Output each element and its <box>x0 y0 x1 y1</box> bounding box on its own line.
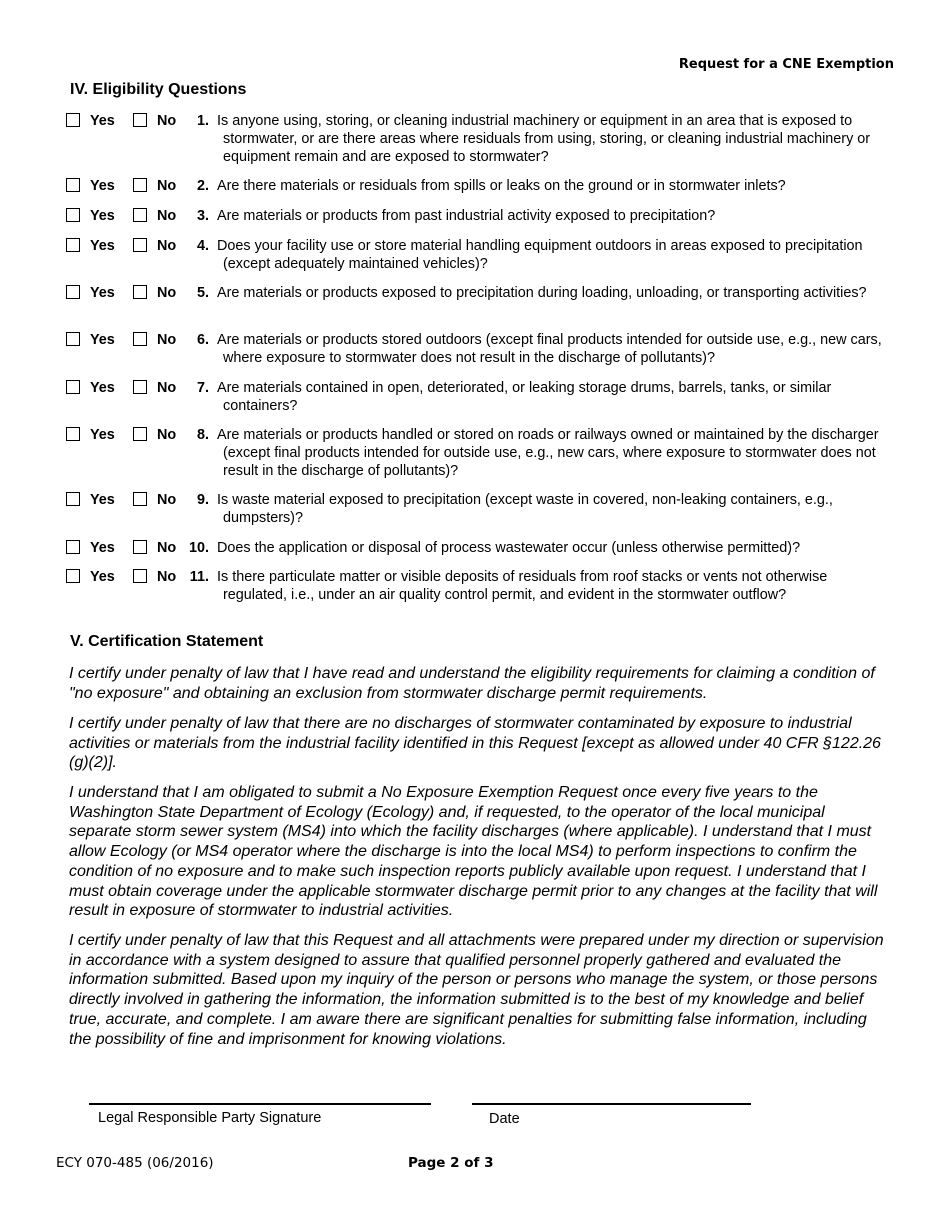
question-number: 10. <box>188 540 209 556</box>
yes-checkbox[interactable] <box>66 332 80 346</box>
yes-label: Yes <box>90 540 115 556</box>
page-number: Page 2 of 3 <box>408 1155 494 1171</box>
yes-checkbox[interactable] <box>66 208 80 222</box>
signature-label: Legal Responsible Party Signature <box>98 1110 322 1126</box>
question-number: 3. <box>196 208 209 224</box>
yes-label: Yes <box>90 332 115 348</box>
yes-checkbox[interactable] <box>66 238 80 252</box>
yes-checkbox[interactable] <box>66 178 80 192</box>
yes-label: Yes <box>90 285 115 301</box>
question-number: 9. <box>196 492 209 508</box>
no-checkbox[interactable] <box>133 332 147 346</box>
question-number: 1. <box>196 113 209 129</box>
no-label: No <box>157 113 177 129</box>
question-text: Are materials or products stored outdoors (except final products intended for outside use, e.g., new cars, where exposure to stormwater does not result in the discharge of pollutants)? <box>217 332 882 366</box>
no-label: No <box>157 332 177 348</box>
yes-label: Yes <box>90 113 115 129</box>
yes-label: Yes <box>90 238 115 254</box>
certification-paragraph: I certify under penalty of law that this Request and all attachments were prepared under my direction or supervision in accordance with a system designed to assure that qualified personnel properly gathered and evaluated the information submitted. Based upon my inquiry of the person or persons who manage the system, or those persons directly involved in gathering the information, the information submitted is to the best of my knowledge and belief true, accurate, and complete. I am aware there are significant penalties for submitting false information, including the possibility of fine and imprisonment for knowing violations. <box>69 932 884 1048</box>
question-text: Are materials contained in open, deteriorated, or leaking storage drums, barrels, tanks, or similar containers? <box>217 380 832 414</box>
question-text: Does the application or disposal of process wastewater occur (unless otherwise permitted)? <box>217 540 801 556</box>
section-4-title: IV. Eligibility Questions <box>70 81 247 98</box>
yes-label: Yes <box>90 208 115 224</box>
no-checkbox[interactable] <box>133 238 147 252</box>
certification-paragraph: I understand that I am obligated to submit a No Exposure Exemption Request once every five years to the Washington State Department of Ecology (Ecology) and, if requested, to the operator of the local municipal separate storm sewer system (MS4) into which the facility discharges (where applicable). I understand that I must allow Ecology (or MS4 operator where the discharge is into the local MS4) to perform inspections to confirm the condition of no exposure and to make such inspection reports publicly available upon request. I understand that I must obtain coverage under the applicable stormwater discharge permit prior to any changes at the facility that will result in exposure of stormwater to industrial activities. <box>69 784 878 920</box>
yes-label: Yes <box>90 380 115 396</box>
question-text: Are materials or products from past industrial activity exposed to precipitation? <box>217 208 716 224</box>
question-number: 5. <box>196 285 209 301</box>
signature-line[interactable] <box>89 1103 431 1105</box>
no-label: No <box>157 380 177 396</box>
no-label: No <box>157 178 177 194</box>
question-text: Is there particulate matter or visible deposits of residuals from roof stacks or vents not otherwise regulated, i.e., under an air quality control permit, and evident in the stormwater outflow? <box>217 569 828 603</box>
question-text: Are materials or products exposed to precipitation during loading, unloading, or transporting activities? <box>217 285 867 301</box>
yes-checkbox[interactable] <box>66 540 80 554</box>
yes-checkbox[interactable] <box>66 380 80 394</box>
question-text: Does your facility use or store material handling equipment outdoors in areas exposed to precipitation (except adequately maintained vehicles)? <box>217 238 863 272</box>
question-number: 6. <box>196 332 209 348</box>
no-label: No <box>157 569 177 585</box>
no-label: No <box>157 285 177 301</box>
no-checkbox[interactable] <box>133 427 147 441</box>
yes-label: Yes <box>90 569 115 585</box>
question-number: 4. <box>196 238 209 254</box>
no-checkbox[interactable] <box>133 492 147 506</box>
no-label: No <box>157 540 177 556</box>
form-id: ECY 070-485 (06/2016) <box>56 1155 214 1171</box>
document-header-title: Request for a CNE Exemption <box>678 57 894 72</box>
no-label: No <box>157 427 177 443</box>
no-checkbox[interactable] <box>133 178 147 192</box>
question-number: 2. <box>196 178 209 194</box>
question-number: 8. <box>196 427 209 443</box>
question-text: Is anyone using, storing, or cleaning industrial machinery or equipment in an area that is exposed to stormwater, or are there areas where residuals from using, storing, or cleaning industrial machinery or equipment remain and are exposed to stormwater? <box>217 113 871 165</box>
yes-label: Yes <box>90 427 115 443</box>
yes-checkbox[interactable] <box>66 427 80 441</box>
no-checkbox[interactable] <box>133 540 147 554</box>
date-label: Date <box>489 1111 520 1127</box>
yes-label: Yes <box>90 178 115 194</box>
no-checkbox[interactable] <box>133 113 147 127</box>
certification-paragraph: I certify under penalty of law that I have read and understand the eligibility requirements for claiming a condition of "no exposure" and obtaining an exclusion from stormwater discharge permit requirements. <box>69 665 875 702</box>
no-checkbox[interactable] <box>133 569 147 583</box>
question-text: Are materials or products handled or stored on roads or railways owned or maintained by the discharger (except final products intended for outside use, e.g., new cars, where exposure to stormwater does not result in the discharge of pollutants)? <box>217 427 879 479</box>
certification-paragraph: I certify under penalty of law that there are no discharges of stormwater contaminated by exposure to industrial activities or materials from the industrial facility identified in this Request [except as allowed under 40 CFR §122.26 (g)(2)]. <box>69 715 881 772</box>
date-line[interactable] <box>472 1103 751 1105</box>
no-label: No <box>157 238 177 254</box>
no-checkbox[interactable] <box>133 208 147 222</box>
section-5-title: V. Certification Statement <box>70 633 264 650</box>
question-text: Are there materials or residuals from spills or leaks on the ground or in stormwater inlets? <box>217 178 786 194</box>
no-label: No <box>157 208 177 224</box>
question-number: 11. <box>189 569 209 585</box>
yes-checkbox[interactable] <box>66 492 80 506</box>
question-number: 7. <box>196 380 209 396</box>
yes-checkbox[interactable] <box>66 113 80 127</box>
no-checkbox[interactable] <box>133 285 147 299</box>
yes-label: Yes <box>90 492 115 508</box>
yes-checkbox[interactable] <box>66 569 80 583</box>
question-text: Is waste material exposed to precipitation (except waste in covered, non-leaking containers, e.g., dumpsters)? <box>217 492 833 526</box>
no-label: No <box>157 492 177 508</box>
yes-checkbox[interactable] <box>66 285 80 299</box>
no-checkbox[interactable] <box>133 380 147 394</box>
